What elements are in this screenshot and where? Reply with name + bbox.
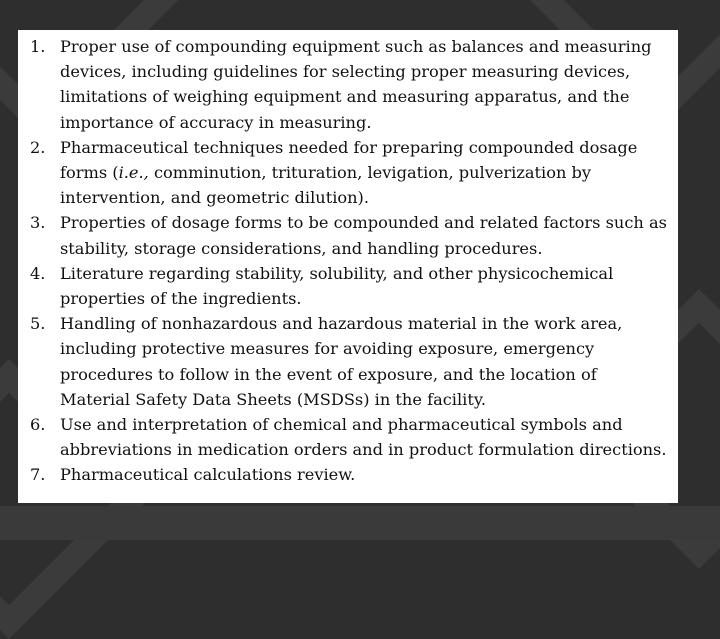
item-number: 7. — [30, 465, 46, 485]
item-text: Properties of dosage forms to be compounded and related factors such as stability, storage considerations, and handling procedures. — [60, 213, 667, 258]
item-text-part: Pharmaceutical techniques needed for preparing compounded dosage forms ( — [60, 137, 638, 183]
item-text-italic: i.e., — [118, 163, 149, 183]
list-item — [30, 210, 670, 260]
item-number: 3. — [30, 213, 46, 233]
item-number: 4. — [30, 263, 46, 283]
item-number: 1. — [30, 37, 46, 56]
slide-content-panel — [18, 30, 678, 503]
list-item — [30, 261, 670, 311]
list-item — [30, 135, 670, 211]
item-text: Handling of nonhazardous and hazardous material in the work area, including protective measures for avoiding exposure, emergency procedures to follow in the event of exposure, and the location of Material Safety Data Sheets (MSDSs) in the facility. — [60, 314, 623, 409]
item-text: Use and interpretation of chemical and pharmaceutical symbols and abbreviations in medication orders and in product formulation directions. — [60, 415, 667, 460]
background-band — [0, 506, 720, 540]
item-text-part: comminution, trituration, levigation, pulverization by intervention, and geometric dilution). — [60, 163, 592, 208]
item-number: 2. — [30, 137, 46, 157]
list-item — [30, 34, 670, 135]
item-text: Pharmaceutical calculations review. — [60, 465, 356, 485]
list-item — [30, 311, 670, 412]
item-text: Proper use of compounding equipment such as balances and measuring devices, including guidelines for selecting proper measuring devices, limitations of weighing equipment and measuring apparatus, and the importance of accuracy in measuring. — [60, 37, 652, 132]
item-text: Literature regarding stability, solubility, and other physicochemical properties of the ingredients. — [60, 263, 614, 309]
list-item — [30, 462, 670, 487]
requirements-list — [30, 34, 670, 488]
item-text — [60, 135, 670, 211]
list-item — [30, 412, 670, 462]
item-number: 6. — [30, 415, 46, 435]
item-number: 5. — [30, 314, 46, 334]
